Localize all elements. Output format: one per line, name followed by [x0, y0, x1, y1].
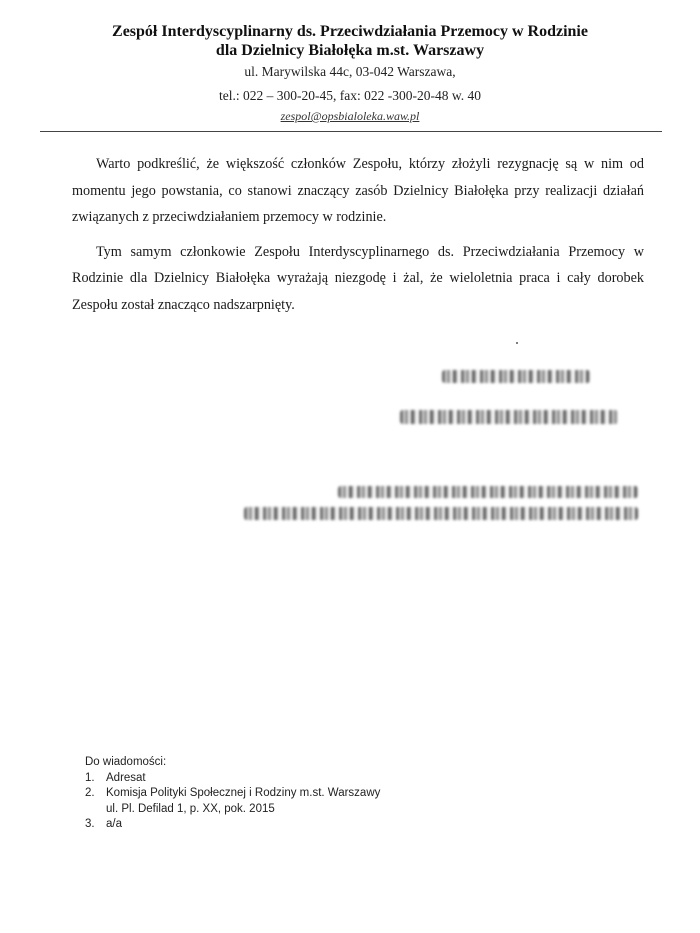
item-number: 1.	[85, 771, 95, 784]
item-text: a/a	[106, 818, 122, 830]
paragraph-1: Warto podkreślić, że większość członków Zespołu, którzy złożyli rezygnację są w nim od momentu jego powstania, co stanowi znaczący zasób Dzielnicy Białołęka przy realizacji działań związanych z przeciwdziałaniem przemocy w rodzinie.	[72, 156, 644, 225]
redacted-signature-line-1	[442, 370, 590, 383]
header-divider	[40, 131, 662, 132]
org-email-link[interactable]: zespol@opsbialoleka.waw.pl	[280, 109, 420, 123]
paragraph-2: Tym samym członkowie Zespołu Interdyscyplinarnego ds. Przeciwdziałania Przemocy w Rodzinie dla Dzielnicy Białołęka wyrażają niezgodę i żal, że wieloletnia praca i cały dorobek Zespołu został znacząco nadszarpnięty.	[72, 243, 644, 313]
item-text: Komisja Polityki Społecznej i Rodziny m.st. Warszawy	[106, 787, 381, 799]
distribution-heading: Do wiadomości:	[85, 756, 167, 768]
distribution-item	[85, 771, 380, 787]
letterhead	[0, 22, 700, 124]
item-text: Adresat	[106, 771, 146, 784]
org-name-line2: dla Dzielnicy Białołęka m.st. Warszawy	[215, 42, 485, 59]
item-number: 2.	[85, 787, 95, 799]
distribution-list	[85, 755, 380, 833]
org-phone-fax: tel.: 022 – 300-20-45, fax: 022 -300-20-48 w. 40	[219, 88, 481, 103]
letter-body	[72, 151, 644, 326]
redacted-stamp-line-2	[244, 507, 638, 520]
item-number: 3.	[85, 818, 95, 830]
redacted-stamp-line-1	[338, 486, 638, 498]
org-address: ul. Marywilska 44c, 03-042 Warszawa,	[244, 64, 456, 79]
redacted-signature-line-2	[400, 410, 618, 424]
org-name-line1: Zespół Interdyscyplinarny ds. Przeciwdziałania Przemocy w Rodzinie	[112, 23, 588, 40]
item-subtext: ul. Pl. Defilad 1, p. XX, pok. 2015	[106, 802, 275, 815]
distribution-item	[85, 817, 380, 833]
scan-speck	[516, 342, 518, 344]
distribution-item	[85, 786, 380, 802]
